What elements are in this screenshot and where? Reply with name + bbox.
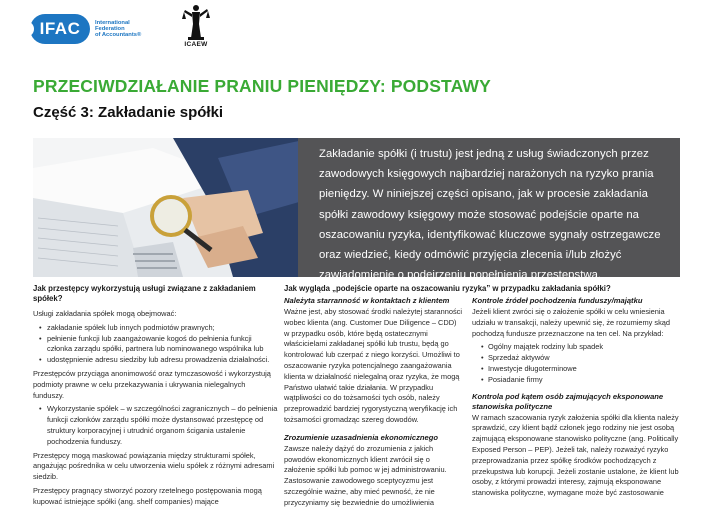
col1-intro: Usługi zakładania spółek mogą obejmować: bbox=[33, 309, 177, 318]
page-subtitle: Część 3: Zakładanie spółki bbox=[33, 104, 224, 121]
icaew-figure-icon bbox=[182, 4, 210, 40]
col1-heading: Jak przestępcy wykorzystują usługi związane z zakładaniem spółek? bbox=[33, 284, 256, 303]
col2-paragraph: Ważne jest, aby stosować środki należytej staranności wobec klienta (ang. Customer Due Diligence – CDD) w przypadku osób, które będą ostatecznymi właścicielami zakładanej spółki lub trustu, będą go kontrolować lub czerpać z niego korzyści. Umożliwi to oszacowanie ryzyka potencjalnego zaangażowania klienta w działalność nielegalną oraz ryzyka, że mogą Państwo ułatwić takie działania. W przypadku wątpliwości co do tożsamości tych osób, należy przeprowadzić bardziej rygorystyczną weryfikację ich tożsamości gromadząc szereg dowodów. bbox=[284, 307, 463, 424]
col1-bullet-list-2 bbox=[33, 404, 278, 447]
list-item: • Wykorzystanie spółek – w szczególności zagranicznych – do pełnienia funkcji członków zarządu spółki może dystansować przestępcę od struktury korporacyjnej i utrudnić organom ścigania ustalenie pochodzenia funduszy. bbox=[33, 404, 278, 447]
column-middle bbox=[284, 296, 462, 512]
col1-bullet-list bbox=[33, 323, 278, 366]
list-item: • Ogólny majątek rodziny lub spadek bbox=[472, 342, 685, 353]
col3-paragraph: W ramach szacowania ryzyk założenia spółki dla klienta należy sprawdzić, czy klient bądź członek jego rodziny nie jest osobą zajmującą eksponowane stanowisko polityczne (ang. Politically Exposed Person – PEP). Jeżeli tak, należy rozważyć ryzyko przeprowadzania przez spółkę środków pochodzących z przekupstwa lub korupcji. Jeżeli zostanie ustalone, że klient lub osoby, z którymi prowadzi interesy, zajmują eksponowane stanowiska polityczne, wymagane może być zastosowanie bbox=[472, 412, 679, 498]
col1-paragraph: Przestępcy mogą maskować powiązania między strukturami spółek, angażując pośrednika w celu utworzenia wielu spółek z różnymi adresami siedzib. bbox=[33, 450, 275, 482]
list-item: • udostępnienie adresu siedziby lub adresu prowadzenia działalności. bbox=[33, 355, 278, 366]
list-item: • Sprzedaż aktywów bbox=[472, 353, 685, 364]
col2-heading-2: Zrozumienie uzasadnienia ekonomicznego bbox=[284, 432, 439, 442]
icaew-logo-text: ICAEW bbox=[184, 41, 208, 48]
subtitle-part: Część 3 bbox=[33, 104, 89, 121]
subtitle-topic: Zakładanie spółki bbox=[98, 104, 224, 121]
list-item: • pełnienie funkcji lub zaangażowanie kogoś do pełnienia funkcji członka zarządu spółki, partnera lub nominowanego wspólnika lub bbox=[33, 334, 278, 356]
section-heading-risk-approach: Jak wygląda „podejście oparte na oszacowaniu ryzyka” w przypadku zakładania spółki? bbox=[284, 284, 611, 293]
col3-bullet-list bbox=[472, 342, 685, 385]
ifac-logo-mark: IFAC bbox=[30, 14, 90, 44]
list-item: • Inwestycje długoterminowe bbox=[472, 364, 685, 375]
column-right bbox=[472, 296, 685, 502]
col3-heading-1: Kontrole źródeł pochodzenia funduszy/majątku bbox=[472, 296, 643, 305]
column-left bbox=[33, 284, 278, 511]
header-photo bbox=[33, 138, 313, 277]
list-item: • zakładanie spółek lub innych podmiotów prawnych; bbox=[33, 323, 278, 334]
col2-paragraph: Zawsze należy dążyć do zrozumienia z jakich powodów ekonomicznych klient zwrócił się o założenie spółki lub pomoc w jej administrowaniu. Zastosowanie zawodowego sceptycyzmu jest szczególnie ważne, aby mieć pewność, że nie przyczyniamy się bezwiednie do umożliwienia bbox=[284, 443, 447, 507]
list-item: • Posiadanie firmy bbox=[472, 375, 685, 386]
ifac-logo bbox=[30, 14, 141, 44]
ifac-logo-text: International Federation of Accountants® bbox=[95, 19, 142, 39]
intro-box bbox=[298, 138, 680, 282]
col1-paragraph: Przestępcy pragnący stworzyć pozory rzetelnego postępowania mogą kupować istniejące spółki (ang. shelf companies) mające bbox=[33, 485, 262, 506]
col2-heading-1: Należyta starranność w kontaktach z klientem bbox=[284, 296, 450, 305]
page-title: PRZECIWDZIAŁANIE PRANIU PIENIĘDZY: PODSTAWY bbox=[33, 76, 491, 96]
intro-text: Zakładanie spółki (i trustu) jest jedną z usług świadczonych przez zawodowych księgowych najbardziej narażonych na ryzyko prania pieniędzy. W niniejszej części opisano, jak w procesie zakładania spółki zawodowy księgowy może stosować podejście oparte na oszacowaniu ryzyka, identyfikować kluczowe sygnały ostrzegawcze oraz wiedzieć, kiedy odmówić przyjęcia zlecenia i/lub złożyć zawiadomienie o podejrzeniu popełnienia przestępstwa. bbox=[319, 148, 661, 282]
col3-heading-2: Kontrola pod kątem osób zajmujących eksponowane stanowiska polityczne bbox=[472, 391, 664, 411]
icaew-logo bbox=[180, 4, 212, 48]
col3-paragraph: Jeżeli klient zwróci się o założenie spółki w celu wniesienia udziału w transakcji, należy upewnić się, że rozumiemy skąd pochodzą fundusze przeznaczone na ten cel. Na przykład: bbox=[472, 307, 670, 338]
col1-paragraph: Przestępców przyciąga anonimowość oraz tymczasowość i wykorzystują podmioty prawne w celu przekazywania i ukrywania nielegalnych funduszy. bbox=[33, 368, 271, 400]
